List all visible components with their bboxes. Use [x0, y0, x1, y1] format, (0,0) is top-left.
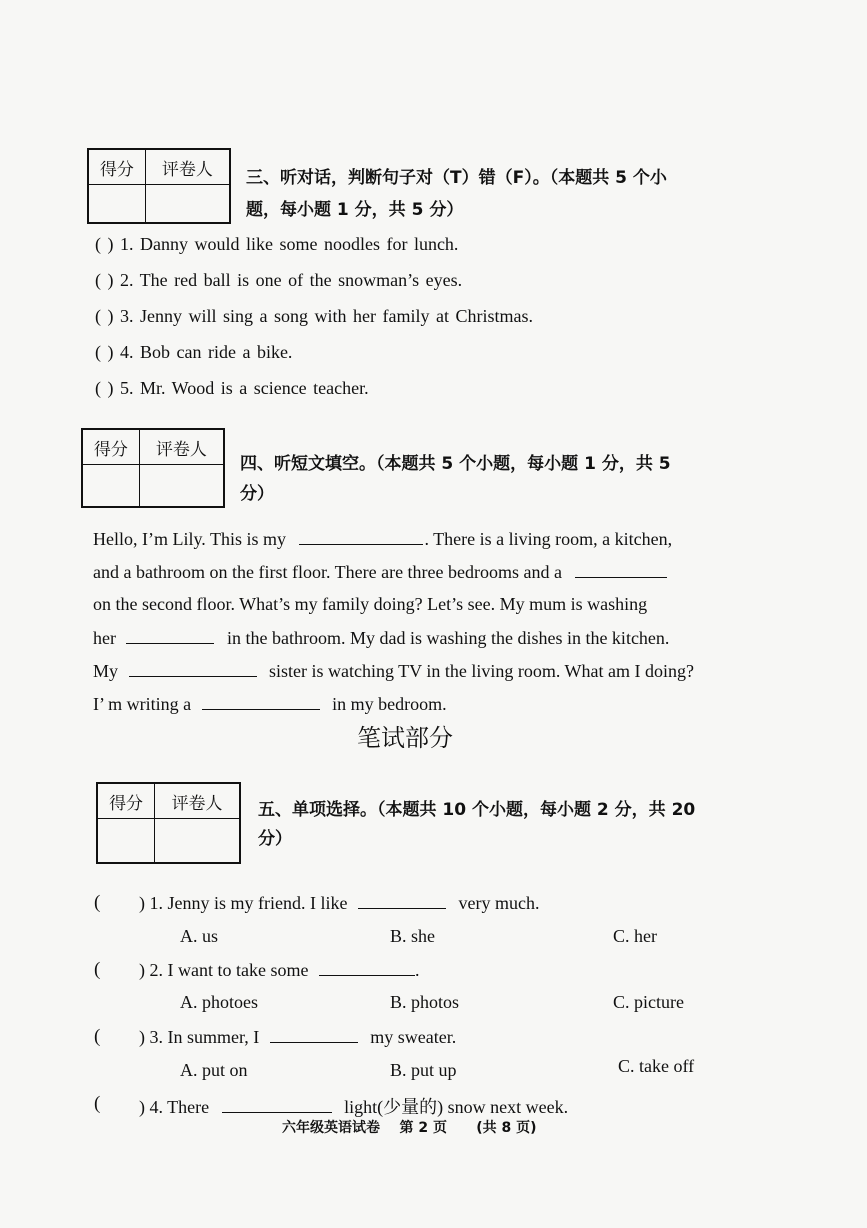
blank-4[interactable]	[129, 660, 257, 677]
passage-line-5	[93, 660, 694, 682]
section5-title-line1: 五、单项选择。（本题共 10 个小题，每小题 2 分，共 20	[258, 800, 696, 820]
passage-text: in my bedroom.	[332, 694, 447, 714]
score-cell[interactable]	[98, 819, 155, 863]
question-stem: ) 4. There	[139, 1097, 210, 1117]
passage-line-2	[93, 561, 667, 583]
blank-3[interactable]	[126, 627, 214, 644]
option-c[interactable]: C. her	[613, 926, 657, 946]
score-header: 得分	[83, 430, 140, 465]
passage-text: My	[93, 661, 119, 681]
question-stem: light(少量的) snow next week.	[344, 1097, 569, 1117]
option-a[interactable]: A. photoes	[180, 992, 258, 1012]
question-stem: ) 3. In summer, I	[139, 1027, 260, 1047]
passage-line-3: on the second floor. What’s my family doing? Let’s see. My mum is washing	[93, 594, 648, 614]
blank-mc-1[interactable]	[358, 892, 446, 909]
score-cell[interactable]	[89, 185, 146, 223]
option-b[interactable]: B. photos	[390, 992, 460, 1012]
answer-bracket[interactable]: (	[94, 892, 101, 913]
passage-line-1	[93, 528, 672, 550]
blank-mc-3[interactable]	[270, 1026, 358, 1043]
grader-cell[interactable]	[139, 465, 223, 507]
section3-title-line2: 题，每小题 1 分，共 5 分）	[246, 200, 464, 220]
grader-header: 评卷人	[155, 784, 240, 819]
tf-question-3: ( ) 3. Jenny will sing a song with her family at Christmas.	[95, 306, 533, 326]
passage-line-4	[93, 627, 669, 649]
grader-header: 评卷人	[139, 430, 223, 465]
score-box-section4	[81, 428, 225, 508]
answer-bracket[interactable]: (	[94, 959, 101, 980]
tf-question-1: ( ) 1. Danny would like some noodles for lunch.	[95, 234, 459, 254]
tf-question-2: ( ) 2. The red ball is one of the snowman’s eyes.	[95, 270, 463, 290]
question-stem: ) 1. Jenny is my friend. I like	[139, 893, 348, 913]
score-header: 得分	[89, 150, 146, 185]
answer-bracket[interactable]: (	[94, 1093, 101, 1114]
mc-question-3	[139, 1026, 456, 1048]
question-stem: ) 2. I want to take some	[139, 960, 309, 980]
option-b[interactable]: B. she	[390, 926, 435, 946]
option-a[interactable]: A. us	[180, 926, 219, 946]
blank-mc-4[interactable]	[222, 1096, 332, 1113]
section5-title-line2: 分）	[258, 829, 292, 849]
passage-text: her	[93, 628, 116, 648]
blank-2[interactable]	[575, 561, 667, 578]
question-stem: very much.	[458, 893, 540, 913]
mc-question-4	[139, 1093, 568, 1119]
passage-text: . There is a living room, a kitchen,	[424, 529, 673, 549]
grader-cell[interactable]	[145, 185, 229, 223]
grader-header: 评卷人	[145, 150, 229, 185]
score-box-section5	[96, 782, 241, 864]
passage-text: sister is watching TV in the living room. What am I doing?	[269, 661, 694, 681]
passage-text: in the bathroom. My dad is washing the dishes in the kitchen.	[226, 628, 670, 648]
score-box-section3	[87, 148, 231, 224]
option-c[interactable]: C. picture	[613, 992, 684, 1012]
passage-text: and a bathroom on the first floor. There are three bedrooms and a	[93, 562, 563, 582]
passage-text: Hello, I’m Lily. This is my	[93, 529, 286, 549]
passage-text: I’ m writing a	[93, 694, 192, 714]
tf-question-5: ( ) 5. Mr. Wood is a science teacher.	[95, 378, 369, 398]
option-c[interactable]: C. take off	[618, 1056, 695, 1076]
option-a[interactable]: A. put on	[180, 1060, 248, 1080]
page-footer: 六年级英语试卷 第 2 页 (共 8 页)	[282, 1120, 537, 1136]
section3-title-line1: 三、听对话，判断句子对（T）错（F）。（本题共 5 个小	[246, 168, 667, 188]
tf-question-4: ( ) 4. Bob can ride a bike.	[95, 342, 293, 362]
option-b[interactable]: B. put up	[390, 1060, 457, 1080]
blank-1[interactable]	[299, 528, 423, 545]
question-stem: .	[414, 960, 420, 980]
mc-question-1	[139, 892, 539, 914]
section4-title-line2: 分）	[240, 484, 274, 504]
score-header: 得分	[98, 784, 155, 819]
answer-bracket[interactable]: (	[94, 1026, 101, 1047]
score-cell[interactable]	[83, 465, 140, 507]
grader-cell[interactable]	[155, 819, 240, 863]
question-stem: my sweater.	[370, 1027, 457, 1047]
written-section-title: 笔试部分	[357, 724, 453, 752]
blank-5[interactable]	[202, 693, 320, 710]
blank-mc-2[interactable]	[319, 959, 415, 976]
section4-title-line1: 四、听短文填空。（本题共 5 个小题，每小题 1 分，共 5	[240, 454, 671, 474]
mc-question-2	[139, 959, 419, 981]
passage-line-6	[93, 693, 447, 715]
